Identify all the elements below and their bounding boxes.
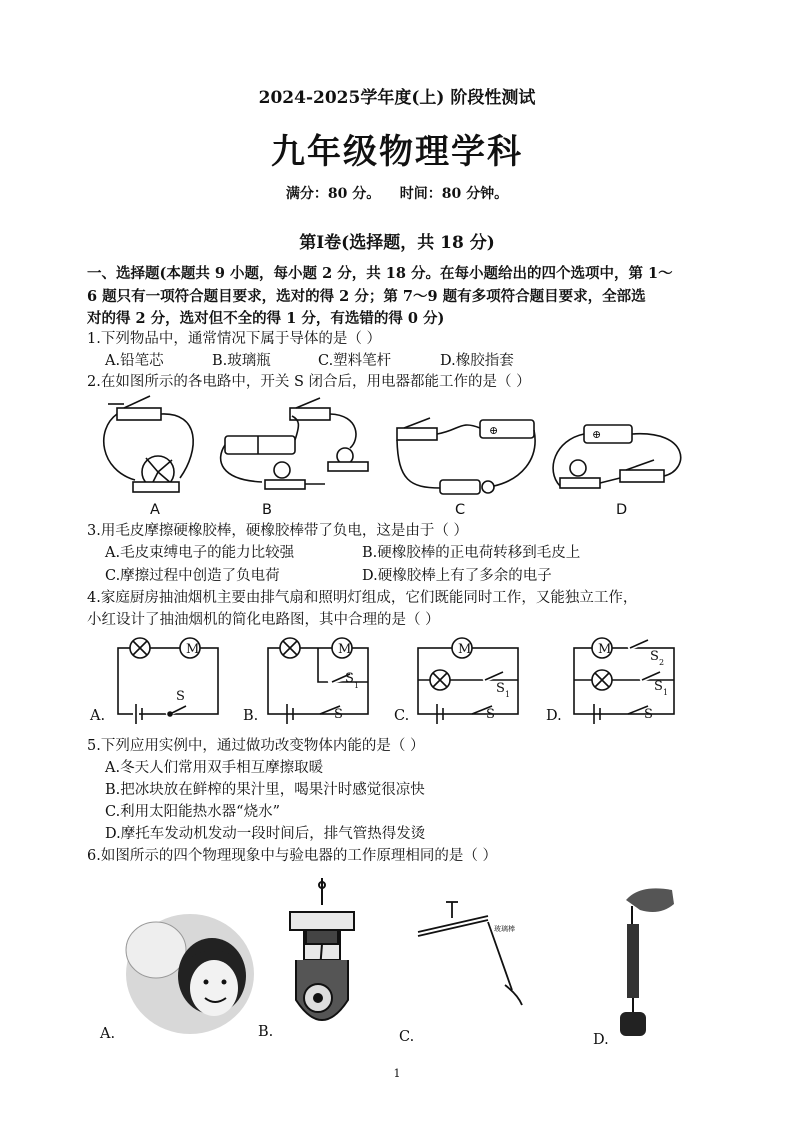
- page-number: 1: [393, 1067, 401, 1080]
- q5-option-d: D.摩托车发动机发动一段时间后，排气管热得发烫: [105, 826, 426, 842]
- q4-b-switch1-symbol: S: [345, 671, 354, 686]
- svg-text:⊕: ⊕: [489, 424, 499, 437]
- q4-label-b: B.: [243, 708, 259, 724]
- q6-glass-rod-label: 玻璃棒: [494, 925, 515, 933]
- q4-c-switch1-sub: 1: [505, 690, 511, 699]
- q4-b-switch-symbol: S: [334, 707, 343, 722]
- q4-d-motor-symbol: M: [598, 642, 612, 657]
- q2-label-d: D: [616, 502, 628, 518]
- q3-option-d: D.硬橡胶棒上有了多余的电子: [362, 568, 552, 584]
- q1-stem: 1.下列物品中，通常情况下属于导体的是（ ）: [87, 331, 381, 347]
- q5-option-b: B.把冰块放在鲜榨的果汁里，喝果汁时感觉很凉快: [105, 782, 425, 798]
- q6-stem: 6.如图所示的四个物理现象中与验电器的工作原理相同的是（ ）: [87, 848, 497, 864]
- exam-title: 九年级物理学科: [271, 132, 523, 172]
- q5-stem: 5.下列应用实例中，通过做功改变物体内能的是（ ）: [87, 738, 425, 754]
- q5-option-a: A.冬天人们常用双手相互摩擦取暖: [105, 760, 324, 776]
- score-info: 满分：80 分。 时间：80 分钟。: [285, 186, 509, 202]
- q2-label-b: B: [262, 502, 272, 518]
- q4-stem-line-1: 4.家庭厨房抽油烟机主要由排气扇和照明灯组成，它们既能同时工作，又能独立工作，: [87, 590, 638, 606]
- instruction-line-1: 一、选择题(本题共 9 小题，每小题 2 分，共 18 分。在每小题给出的四个选项中，第 1～: [87, 265, 673, 282]
- exam-subtitle: 2024-2025学年度(上) 阶段性测试: [258, 88, 536, 108]
- q4-d-switch2-sub: 2: [659, 658, 665, 667]
- q1-option-b: B.玻璃瓶: [212, 353, 271, 369]
- q5-option-c: C.利用太阳能热水器“烧水”: [105, 804, 281, 820]
- q4-a-switch-symbol: S: [176, 689, 185, 704]
- q4-a-motor-symbol: M: [186, 642, 200, 657]
- q4-stem-line-2: 小红设计了抽油烟机的简化电路图，其中合理的是（ ）: [87, 612, 440, 628]
- q2-label-c: C: [455, 502, 466, 518]
- q4-c-switch-symbol: S: [486, 707, 495, 722]
- q6-label-c: C.: [399, 1029, 415, 1045]
- q4-label-c: C.: [394, 708, 410, 724]
- q6-label-b: B.: [258, 1024, 274, 1040]
- q4-d-switch1-sub: 1: [663, 688, 669, 697]
- section-title: 第Ⅰ卷(选择题，共 18 分): [299, 233, 495, 253]
- q4-b-switch1-sub: 1: [354, 681, 360, 690]
- q4-d-switch-symbol: S: [644, 707, 653, 722]
- instruction-line-3: 对的得 2 分，选对但不全的得 1 分，有选错的得 0 分): [87, 310, 445, 327]
- q6-label-a: A.: [100, 1026, 116, 1042]
- q4-label-a: A.: [90, 708, 106, 724]
- q4-d-switch1-symbol: S: [654, 679, 663, 694]
- instruction-line-2: 6 题只有一项符合题目要求，选对的得 2 分；第 7～9 题有多项符合题目要求，全部选: [87, 288, 646, 305]
- q2-stem: 2.在如图所示的各电路中，开关 S 闭合后，用电器都能工作的是（ ）: [87, 374, 531, 390]
- q3-option-a: A.毛皮束缚电子的能力比较强: [105, 545, 295, 561]
- svg-text:⊕: ⊕: [592, 428, 602, 441]
- q4-c-switch1-symbol: S: [496, 681, 505, 696]
- q4-b-motor-symbol: M: [338, 642, 352, 657]
- q3-option-b: B.硬橡胶棒的正电荷转移到毛皮上: [362, 545, 581, 561]
- q3-stem: 3.用毛皮摩擦硬橡胶棒，硬橡胶棒带了负电，这是由于（ ）: [87, 523, 468, 539]
- q2-label-a: A: [150, 502, 160, 518]
- q4-c-motor-symbol: M: [458, 642, 472, 657]
- q1-option-d: D.橡胶指套: [440, 353, 514, 369]
- q4-d-switch2-symbol: S: [650, 649, 659, 664]
- q4-label-d: D.: [546, 708, 562, 724]
- q1-option-c: C.塑料笔杆: [318, 353, 392, 369]
- q3-option-c: C.摩擦过程中创造了负电荷: [105, 568, 280, 584]
- q1-option-a: A.铅笔芯: [105, 353, 164, 369]
- q6-label-d: D.: [593, 1032, 609, 1048]
